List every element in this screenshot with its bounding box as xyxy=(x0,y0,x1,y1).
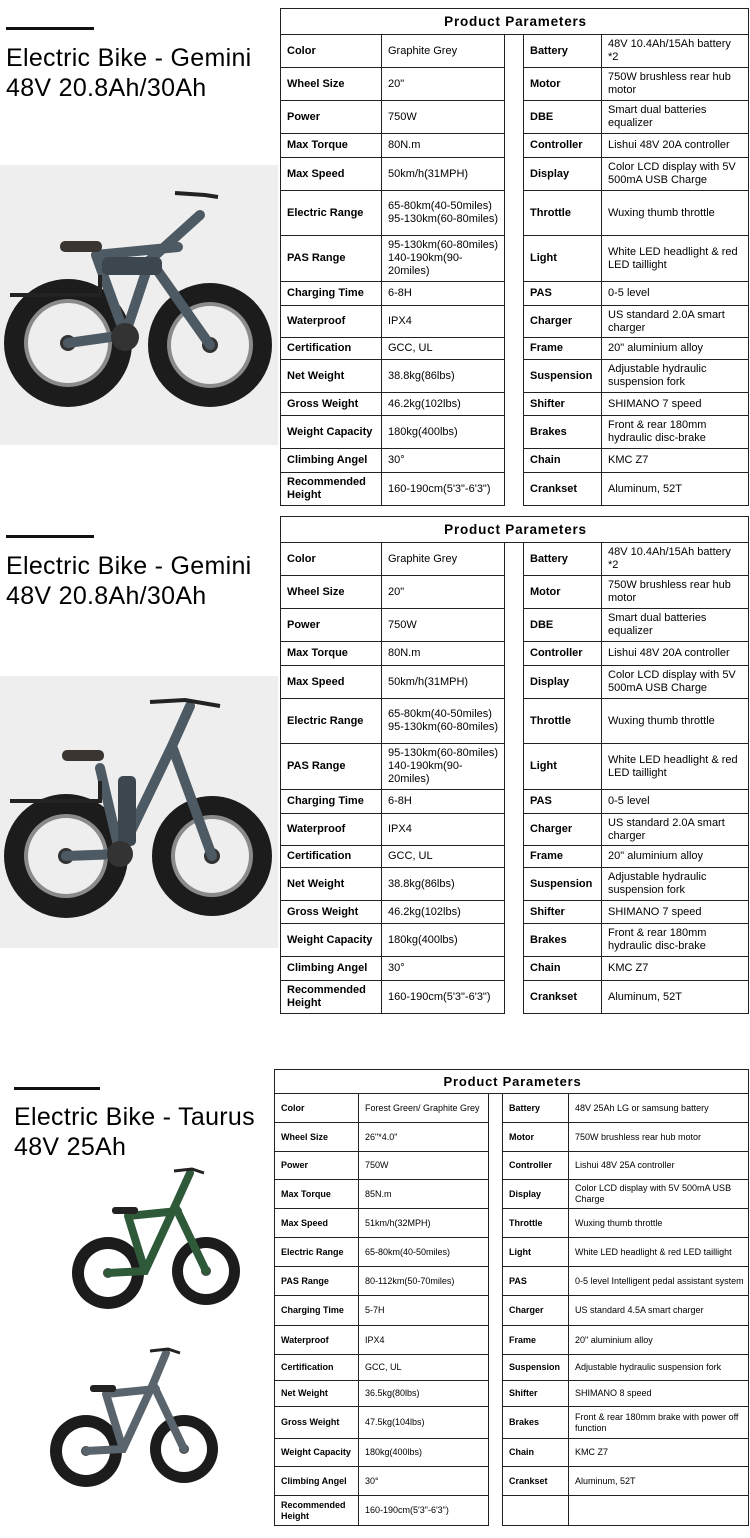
taurus-section xyxy=(0,1016,750,1538)
param-value: Color LCD display with 5V 500mA USB Charge xyxy=(602,158,749,191)
param-label: Net Weight xyxy=(281,360,382,393)
param-value: 30° xyxy=(382,957,505,981)
param-label: Controller xyxy=(524,642,602,666)
param-label: Recommended Height xyxy=(275,1496,359,1526)
param-value: Wuxing thumb throttle xyxy=(602,699,749,744)
param-value: SHIMANO 7 speed xyxy=(602,393,749,416)
title-rule xyxy=(14,1087,100,1090)
gemini-section-2 xyxy=(0,508,750,1016)
param-label: Color xyxy=(281,543,382,576)
param-value: Front & rear 180mm hydraulic disc-brake xyxy=(602,924,749,957)
param-label: Climbing Angel xyxy=(281,449,382,473)
param-value: 20" xyxy=(382,576,505,609)
product-parameters-table xyxy=(280,8,749,506)
param-value: Color LCD display with 5V 500mA USB Charge xyxy=(602,666,749,699)
bike-photo xyxy=(0,676,278,948)
title-rule xyxy=(6,535,94,538)
param-label: PAS xyxy=(503,1267,569,1296)
param-label: Battery xyxy=(524,35,602,68)
param-value: 20" aluminium alloy xyxy=(602,846,749,868)
param-value: Smart dual batteries equalizer xyxy=(602,101,749,134)
param-label: Chain xyxy=(524,957,602,981)
param-value: Forest Green/ Graphite Grey xyxy=(359,1094,489,1123)
product-title: Electric Bike - Gemini 48V 20.8Ah/30Ah xyxy=(6,552,252,610)
param-value: Adjustable hydraulic suspension fork xyxy=(602,360,749,393)
param-label: Throttle xyxy=(503,1209,569,1238)
param-label: DBE xyxy=(524,609,602,642)
param-label: Max Torque xyxy=(281,642,382,666)
param-label: Charging Time xyxy=(281,282,382,306)
param-value: 51km/h(32MPH) xyxy=(359,1209,489,1238)
param-label: Wheel Size xyxy=(281,68,382,101)
param-value: 65-80km(40-50miles) 95-130km(60-80miles) xyxy=(382,191,505,236)
param-label: Suspension xyxy=(524,868,602,901)
param-label: Charging Time xyxy=(281,790,382,814)
param-label: Frame xyxy=(524,338,602,360)
param-label: Shifter xyxy=(524,901,602,924)
param-value: Graphite Grey xyxy=(382,543,505,576)
param-label: Crankset xyxy=(503,1467,569,1496)
param-label: Waterproof xyxy=(275,1326,359,1355)
param-label: Max Torque xyxy=(281,134,382,158)
param-value: 95-130km(60-80miles) 140-190km(90-20miles) xyxy=(382,236,505,282)
param-label: Recommended Height xyxy=(281,981,382,1014)
gemini-section-1 xyxy=(0,0,750,508)
param-value: 750W brushless rear hub motor xyxy=(569,1123,749,1152)
param-label: Suspension xyxy=(503,1355,569,1381)
param-label: PAS xyxy=(524,282,602,306)
param-value: Color LCD display with 5V 500mA USB Charge xyxy=(569,1180,749,1209)
param-label: Max Speed xyxy=(281,158,382,191)
param-label: Charger xyxy=(524,306,602,338)
param-value: Adjustable hydraulic suspension fork xyxy=(569,1355,749,1381)
grey-bike-image xyxy=(48,1341,218,1509)
param-value: 50km/h(31MPH) xyxy=(382,158,505,191)
step-through-bike-image xyxy=(0,676,278,948)
param-value: 180kg(400lbs) xyxy=(382,924,505,957)
param-value: SHIMANO 8 speed xyxy=(569,1381,749,1407)
param-label: Display xyxy=(524,158,602,191)
param-value: 750W xyxy=(359,1152,489,1180)
param-label: Motor xyxy=(524,576,602,609)
param-label: PAS Range xyxy=(281,236,382,282)
param-value: 48V 10.4Ah/15Ah battery *2 xyxy=(602,543,749,576)
table-header: Product Parameters xyxy=(275,1070,749,1094)
param-value: GCC, UL xyxy=(382,338,505,360)
param-label: Gross Weight xyxy=(281,901,382,924)
param-value: 80-112km(50-70miles) xyxy=(359,1267,489,1296)
product-parameters-table xyxy=(274,1069,749,1526)
param-value: 160-190cm(5'3"-6'3") xyxy=(359,1496,489,1526)
param-label: Crankset xyxy=(524,473,602,506)
param-label: Wheel Size xyxy=(275,1123,359,1152)
param-label: Gross Weight xyxy=(281,393,382,416)
param-value: US standard 2.0A smart charger xyxy=(602,814,749,846)
param-label: Net Weight xyxy=(281,868,382,901)
param-label: Brakes xyxy=(503,1407,569,1439)
param-label: Weight Capacity xyxy=(281,924,382,957)
param-value: Lishui 48V 20A controller xyxy=(602,134,749,158)
param-label: Certification xyxy=(281,338,382,360)
param-value: 20" aluminium alloy xyxy=(602,338,749,360)
param-label: Display xyxy=(503,1180,569,1209)
param-label: Frame xyxy=(524,846,602,868)
param-value: GCC, UL xyxy=(359,1355,489,1381)
param-label: Light xyxy=(503,1238,569,1267)
param-label: Crankset xyxy=(524,981,602,1014)
param-label: Chain xyxy=(524,449,602,473)
param-value: IPX4 xyxy=(382,306,505,338)
param-value: Aluminum, 52T xyxy=(602,473,749,506)
param-value: 6-8H xyxy=(382,282,505,306)
param-label: Max Torque xyxy=(275,1180,359,1209)
param-value: 5-7H xyxy=(359,1296,489,1326)
param-value: 65-80km(40-50miles) xyxy=(359,1238,489,1267)
param-label: Weight Capacity xyxy=(281,416,382,449)
param-label: Battery xyxy=(524,543,602,576)
param-value: 80N.m xyxy=(382,642,505,666)
param-label: Recommended Height xyxy=(281,473,382,506)
param-label: Power xyxy=(275,1152,359,1180)
param-label: PAS xyxy=(524,790,602,814)
param-label: Battery xyxy=(503,1094,569,1123)
param-value: 750W brushless rear hub motor xyxy=(602,68,749,101)
param-label: Brakes xyxy=(524,416,602,449)
param-value: IPX4 xyxy=(359,1326,489,1355)
param-label: Max Speed xyxy=(281,666,382,699)
param-value: Wuxing thumb throttle xyxy=(602,191,749,236)
param-value: 47.5kg(104lbs) xyxy=(359,1407,489,1439)
param-label: Charger xyxy=(524,814,602,846)
param-value: Wuxing thumb throttle xyxy=(569,1209,749,1238)
param-value: White LED headlight & red LED taillight xyxy=(569,1238,749,1267)
param-value: Graphite Grey xyxy=(382,35,505,68)
param-label xyxy=(503,1496,569,1526)
param-value: US standard 2.0A smart charger xyxy=(602,306,749,338)
param-value: Lishui 48V 25A controller xyxy=(569,1152,749,1180)
param-label: Display xyxy=(524,666,602,699)
param-label: Light xyxy=(524,236,602,282)
param-value: KMC Z7 xyxy=(569,1439,749,1467)
param-value: US standard 4.5A smart charger xyxy=(569,1296,749,1326)
param-value: 48V 10.4Ah/15Ah battery *2 xyxy=(602,35,749,68)
param-label: Max Speed xyxy=(275,1209,359,1238)
param-value xyxy=(569,1496,749,1526)
param-value: 46.2kg(102lbs) xyxy=(382,393,505,416)
param-value: 30° xyxy=(359,1467,489,1496)
param-label: Electric Range xyxy=(281,699,382,744)
param-label: DBE xyxy=(524,101,602,134)
param-label: Climbing Angel xyxy=(281,957,382,981)
param-label: Brakes xyxy=(524,924,602,957)
param-value: Smart dual batteries equalizer xyxy=(602,609,749,642)
param-value: 0-5 level xyxy=(602,790,749,814)
param-value: 95-130km(60-80miles) 140-190km(90-20miles) xyxy=(382,744,505,790)
fat-tire-bike-image xyxy=(0,165,278,445)
param-label: Certification xyxy=(275,1355,359,1381)
param-label: Light xyxy=(524,744,602,790)
product-title: Electric Bike - Taurus 48V 25Ah xyxy=(14,1103,255,1161)
param-value: IPX4 xyxy=(382,814,505,846)
param-value: 180kg(400lbs) xyxy=(382,416,505,449)
green-bike-image xyxy=(70,1161,240,1331)
param-value: Front & rear 180mm hydraulic disc-brake xyxy=(602,416,749,449)
param-value: 20" xyxy=(382,68,505,101)
param-value: 6-8H xyxy=(382,790,505,814)
bike-photo xyxy=(0,165,278,445)
param-value: KMC Z7 xyxy=(602,957,749,981)
param-label: Certification xyxy=(281,846,382,868)
param-label: Weight Capacity xyxy=(275,1439,359,1467)
param-value: 38.8kg(86lbs) xyxy=(382,868,505,901)
param-value: 50km/h(31MPH) xyxy=(382,666,505,699)
param-label: Throttle xyxy=(524,191,602,236)
param-value: 750W xyxy=(382,101,505,134)
param-value: Aluminum, 52T xyxy=(602,981,749,1014)
param-value: 750W xyxy=(382,609,505,642)
param-value: 46.2kg(102lbs) xyxy=(382,901,505,924)
product-title: Electric Bike - Gemini 48V 20.8Ah/30Ah xyxy=(6,44,252,102)
param-value: KMC Z7 xyxy=(602,449,749,473)
param-label: Power xyxy=(281,609,382,642)
product-parameters-table xyxy=(280,516,749,1014)
param-value: 750W brushless rear hub motor xyxy=(602,576,749,609)
param-value: 0-5 level xyxy=(602,282,749,306)
param-value: 30° xyxy=(382,449,505,473)
param-label: PAS Range xyxy=(275,1267,359,1296)
param-label: Controller xyxy=(524,134,602,158)
bike-photo-green xyxy=(70,1161,240,1331)
param-value: 0-5 level Intelligent pedal assistant system xyxy=(569,1267,749,1296)
param-label: Gross Weight xyxy=(275,1407,359,1439)
param-label: Charging Time xyxy=(275,1296,359,1326)
param-label: Waterproof xyxy=(281,814,382,846)
param-label: Electric Range xyxy=(281,191,382,236)
param-label: Color xyxy=(275,1094,359,1123)
param-value: 160-190cm(5'3"-6'3") xyxy=(382,981,505,1014)
param-label: Shifter xyxy=(503,1381,569,1407)
param-value: 160-190cm(5'3"-6'3") xyxy=(382,473,505,506)
param-label: PAS Range xyxy=(281,744,382,790)
table-header: Product Parameters xyxy=(281,9,749,35)
param-label: Controller xyxy=(503,1152,569,1180)
param-value: SHIMANO 7 speed xyxy=(602,901,749,924)
param-label: Net Weight xyxy=(275,1381,359,1407)
param-value: 85N.m xyxy=(359,1180,489,1209)
param-value: Front & rear 180mm brake with power off function xyxy=(569,1407,749,1439)
param-label: Chain xyxy=(503,1439,569,1467)
param-value: 65-80km(40-50miles) 95-130km(60-80miles) xyxy=(382,699,505,744)
param-value: White LED headlight & red LED taillight xyxy=(602,744,749,790)
table-header: Product Parameters xyxy=(281,517,749,543)
param-value: Adjustable hydraulic suspension fork xyxy=(602,868,749,901)
param-value: 26"*4.0" xyxy=(359,1123,489,1152)
param-label: Throttle xyxy=(524,699,602,744)
param-value: GCC, UL xyxy=(382,846,505,868)
param-label: Wheel Size xyxy=(281,576,382,609)
param-label: Motor xyxy=(524,68,602,101)
param-label: Electric Range xyxy=(275,1238,359,1267)
param-label: Charger xyxy=(503,1296,569,1326)
param-label: Waterproof xyxy=(281,306,382,338)
param-value: 180kg(400lbs) xyxy=(359,1439,489,1467)
param-label: Suspension xyxy=(524,360,602,393)
param-label: Climbing Angel xyxy=(275,1467,359,1496)
param-value: 36.5kg(80lbs) xyxy=(359,1381,489,1407)
param-label: Motor xyxy=(503,1123,569,1152)
param-value: 38.8kg(86lbs) xyxy=(382,360,505,393)
param-value: 48V 25Ah LG or samsung battery xyxy=(569,1094,749,1123)
param-value: Aluminum, 52T xyxy=(569,1467,749,1496)
param-value: 80N.m xyxy=(382,134,505,158)
param-value: 20" aluminium alloy xyxy=(569,1326,749,1355)
param-value: White LED headlight & red LED taillight xyxy=(602,236,749,282)
title-rule xyxy=(6,27,94,30)
param-label: Shifter xyxy=(524,393,602,416)
bike-photo-grey xyxy=(48,1341,218,1509)
param-value: Lishui 48V 20A controller xyxy=(602,642,749,666)
param-label: Frame xyxy=(503,1326,569,1355)
param-label: Power xyxy=(281,101,382,134)
param-label: Color xyxy=(281,35,382,68)
